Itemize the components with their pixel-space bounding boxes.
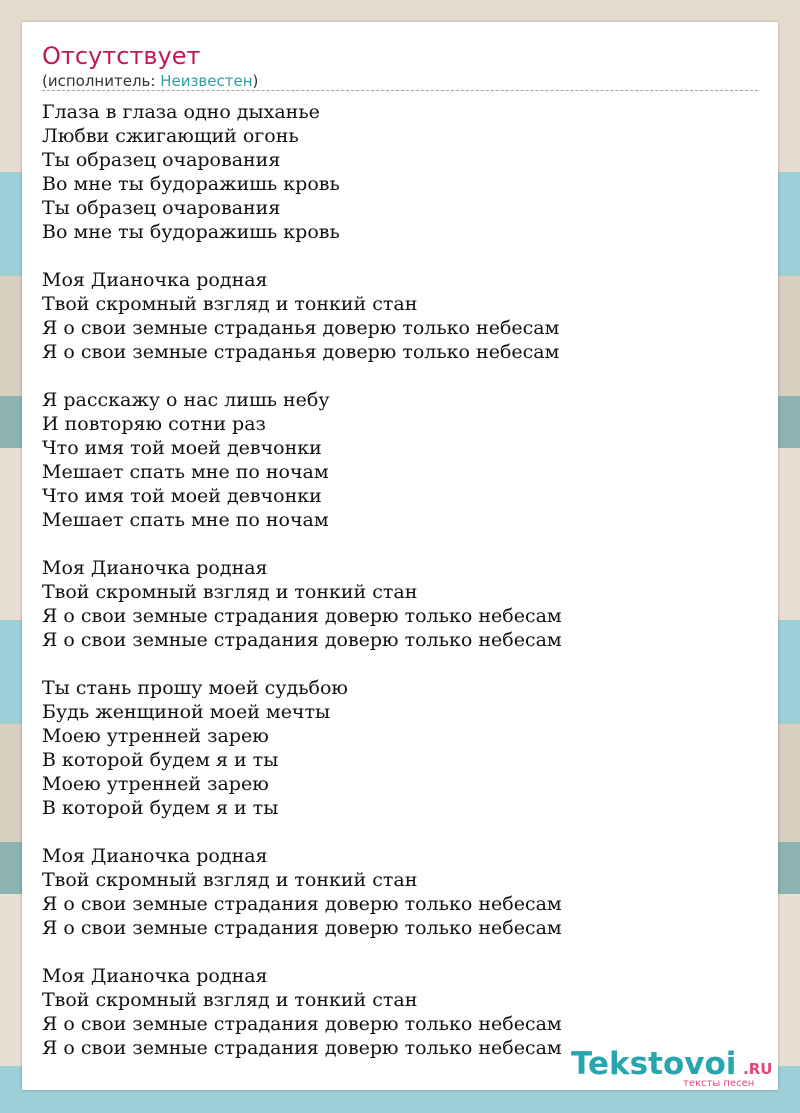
lyric-line: Мешает спать мне по ночам — [42, 509, 329, 531]
stanza-break — [42, 532, 562, 556]
lyric-line: В которой будем я и ты — [42, 797, 279, 819]
lyric-line: Я о свои земные страданья доверю только небесам — [42, 317, 560, 339]
lyric-line: Во мне ты будоражишь кровь — [42, 173, 340, 195]
lyric-line: Ты образец очарования — [42, 149, 281, 171]
lyric-line: Я о свои земные страдания доверю только небесам — [42, 917, 562, 939]
lyric-line: Что имя той моей девчонки — [42, 437, 322, 459]
lyric-line: Глаза в глаза одно дыханье — [42, 101, 320, 123]
lyrics-text — [42, 100, 562, 1060]
stanza-break — [42, 652, 562, 676]
artist-line — [42, 71, 258, 91]
lyric-line: Во мне ты будоражишь кровь — [42, 221, 340, 243]
stanza-break — [42, 820, 562, 844]
logo-domain: .RU — [743, 1060, 773, 1078]
stanza-break — [42, 940, 562, 964]
logo-tagline: тексты песен — [683, 1078, 755, 1089]
artist-suffix: ) — [252, 72, 259, 90]
lyric-line: Я расскажу о нас лишь небу — [42, 389, 330, 411]
lyric-line: Твой скромный взгляд и тонкий стан — [42, 989, 418, 1011]
lyric-line: Я о свои земные страданья доверю только небесам — [42, 341, 560, 363]
lyric-line: Я о свои земные страдания доверю только небесам — [42, 629, 562, 651]
lyric-line: Моя Дианочка родная — [42, 269, 268, 291]
lyric-line: Мешает спать мне по ночам — [42, 461, 329, 483]
lyric-line: Я о свои земные страдания доверю только небесам — [42, 893, 562, 915]
lyric-line: Я о свои земные страдания доверю только небесам — [42, 605, 562, 627]
lyric-line: Ты образец очарования — [42, 197, 281, 219]
lyric-line: Моя Дианочка родная — [42, 845, 268, 867]
lyric-line: И повторяю сотни раз — [42, 413, 266, 435]
lyric-line: Моею утренней зарею — [42, 773, 269, 795]
lyric-line: Моя Дианочка родная — [42, 557, 268, 579]
lyric-line: Твой скромный взгляд и тонкий стан — [42, 293, 418, 315]
lyric-line: В которой будем я и ты — [42, 749, 279, 771]
stanza-break — [42, 364, 562, 388]
lyric-line: Твой скромный взгляд и тонкий стан — [42, 869, 418, 891]
lyric-line: Я о свои земные страдания доверю только небесам — [42, 1037, 562, 1059]
site-logo[interactable] — [571, 1046, 776, 1090]
song-title: Отсутствует — [42, 42, 201, 70]
lyric-line: Твой скромный взгляд и тонкий стан — [42, 581, 418, 603]
title-divider — [42, 90, 758, 91]
lyric-line: Будь женщиной моей мечты — [42, 701, 331, 723]
lyric-line: Ты стань прошу моей судьбою — [42, 677, 348, 699]
lyrics-card — [22, 22, 778, 1090]
lyric-line: Я о свои земные страдания доверю только небесам — [42, 1013, 562, 1035]
lyric-line: Что имя той моей девчонки — [42, 485, 322, 507]
lyric-line: Любви сжигающий огонь — [42, 125, 299, 147]
logo-wordmark: Tekstovoi — [571, 1046, 737, 1082]
artist-link[interactable]: Неизвестен — [160, 72, 253, 90]
artist-prefix: (исполнитель: — [42, 72, 161, 90]
stanza-break — [42, 244, 562, 268]
lyric-line: Моею утренней зарею — [42, 725, 269, 747]
lyric-line: Моя Дианочка родная — [42, 965, 268, 987]
